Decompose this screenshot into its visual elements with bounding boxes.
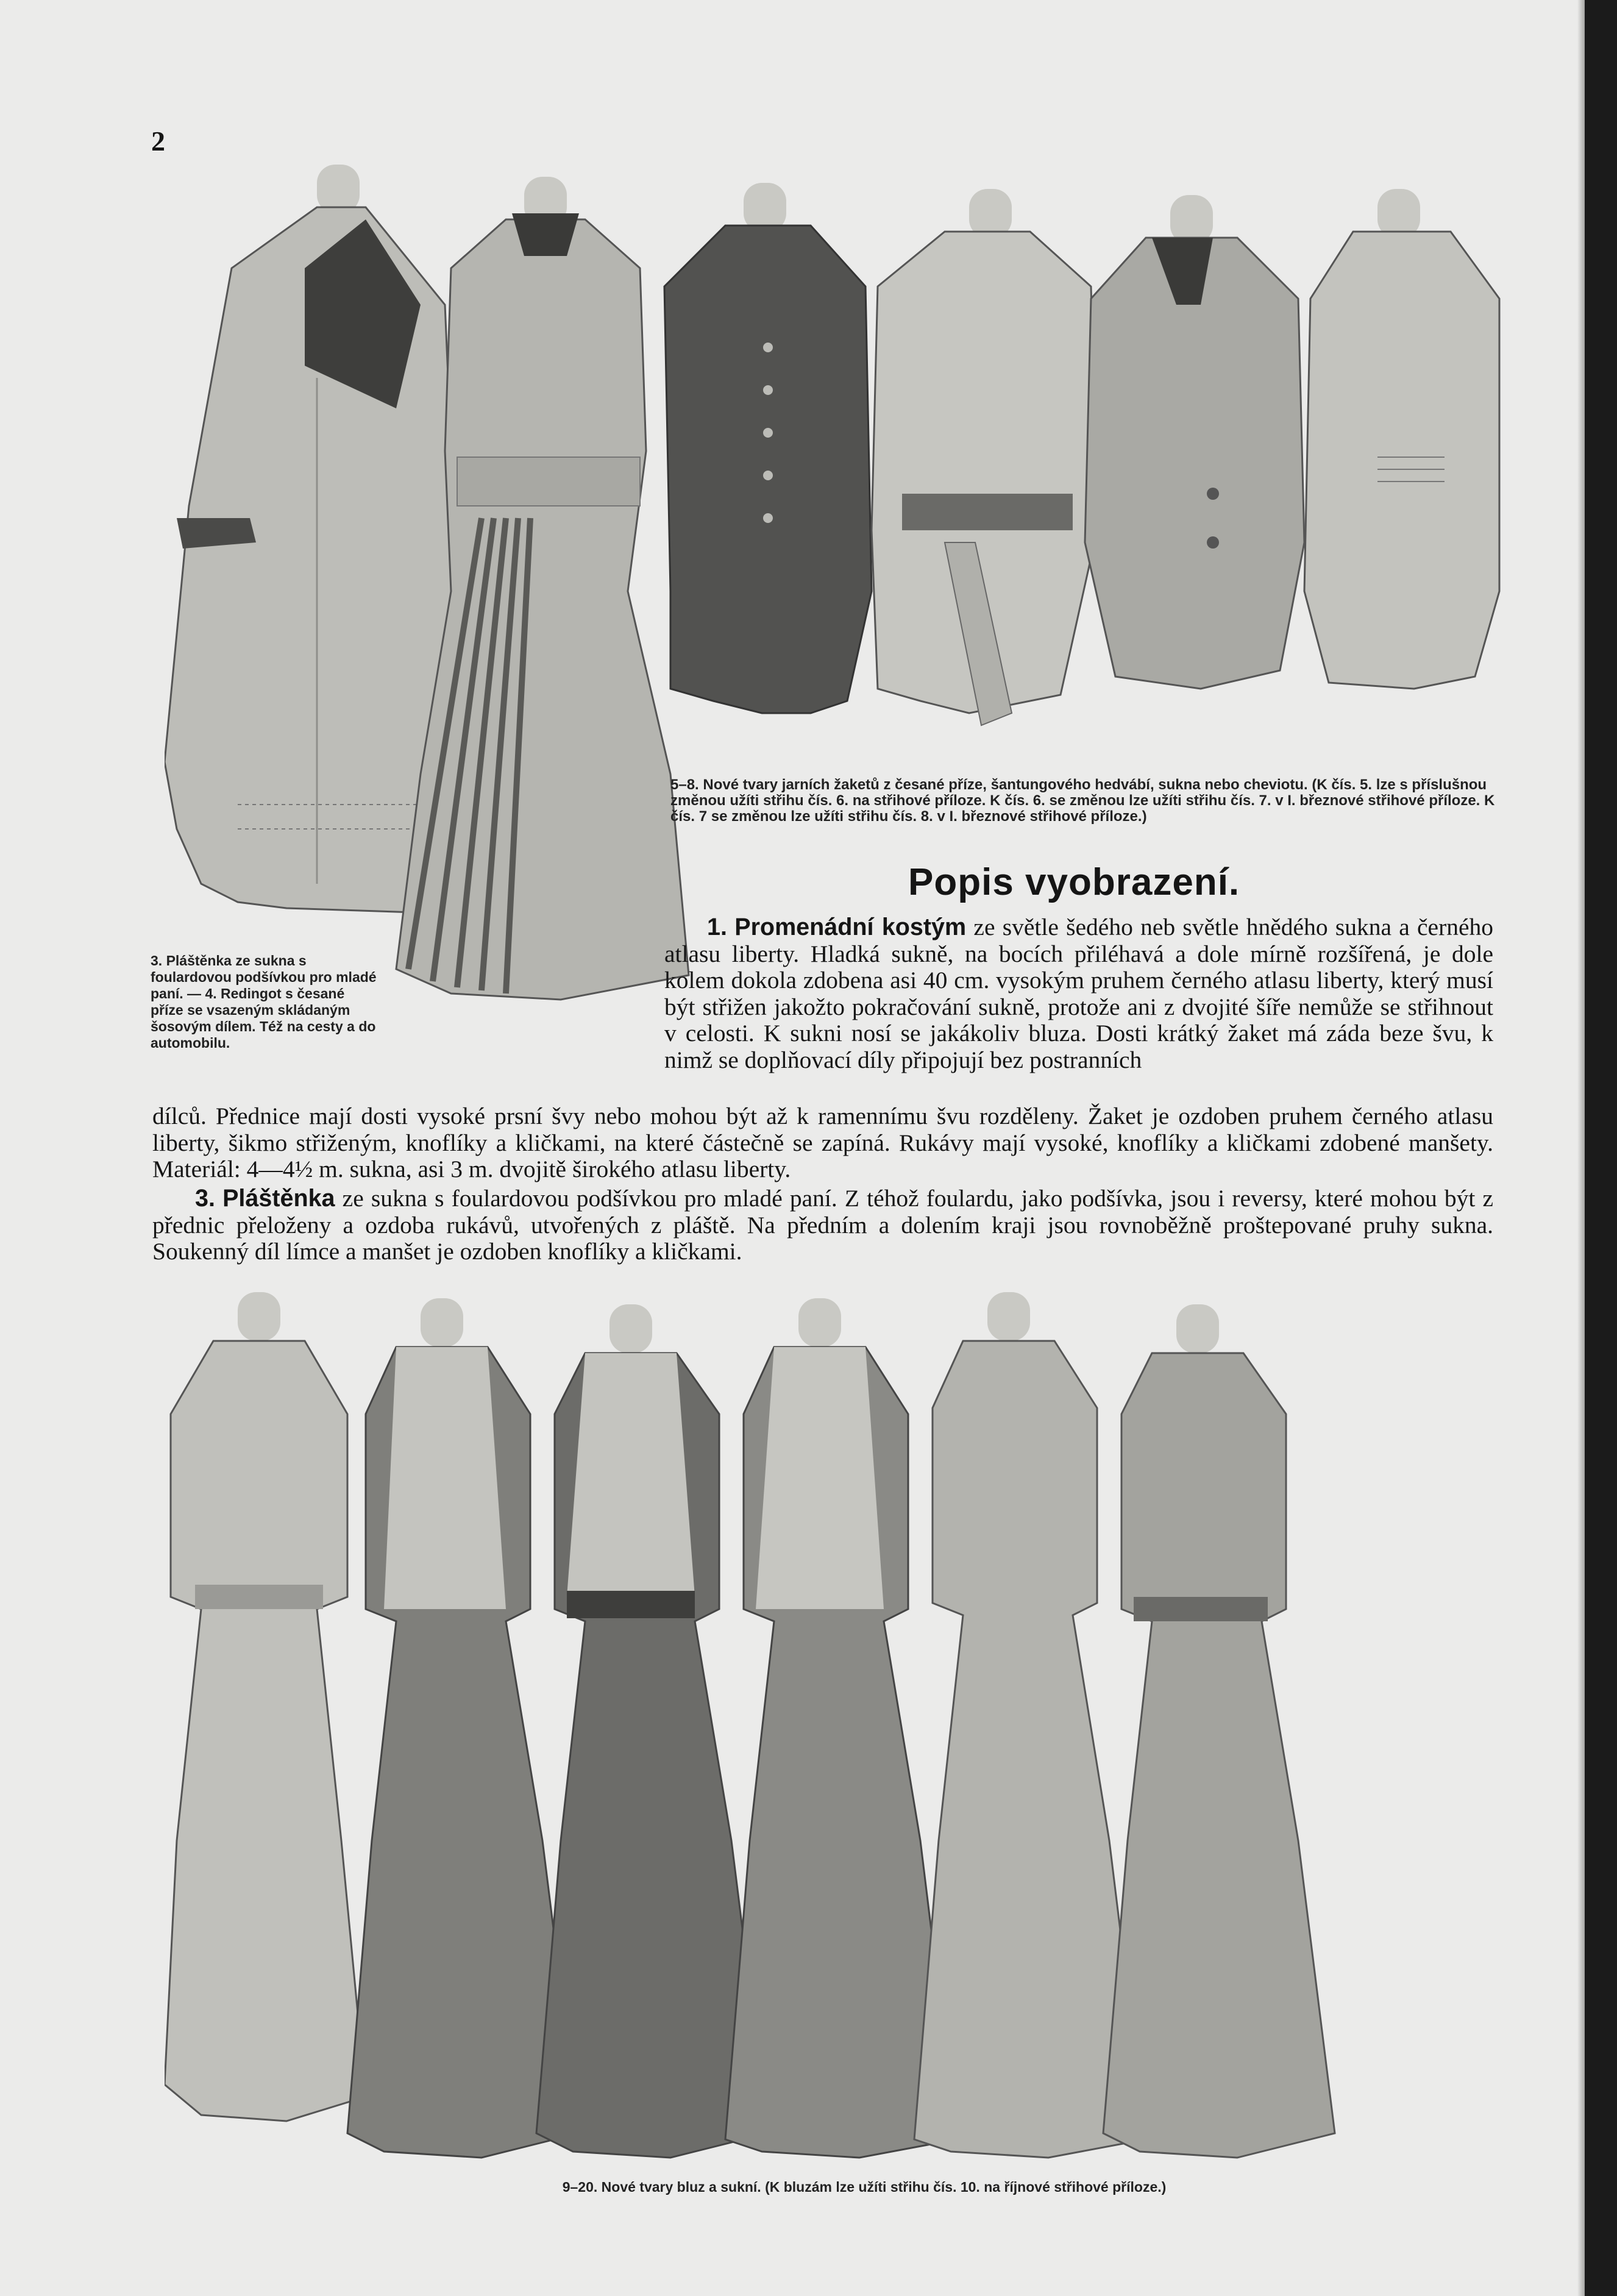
item-3-title: Pláštěnka [222,1185,335,1212]
description-item-1-continued: dílců. Přednice mají dosti vysoké prsní švy nebo mohou být až k ramennímu švu rozděleny. Žaket je ozdoben pruhem černého atlasu liberty, šikmo střiženým, knoflíky a kličkami, na které částečně se zapíná. Rukávy mají vysoké, knoflíky a kličkami zdobené manšety. Materiál: 4—4½ m. sukna, asi 3 m. dvojitě širokého atlasu liberty. [152,1103,1493,1182]
section-heading: Popis vyobrazení. [908,861,1240,903]
description-item-1 [664,914,1493,1073]
figure-jacket-back [1304,189,1499,689]
caption-figures-9-20: 9–20. Nové tvary bluz a sukní. (K bluzám lze užíti střihu čís. 10. na říjnové střihové příloze.) [562,2179,1167,2195]
item-1-text-a: ze světle šedého neb světle hnědého sukna a černého atlasu liberty. Hladká sukně, na bocích přiléhavá a dole mírně rozšířená, je dole kolem dokola zdobena asi 40 cm. vysokým pruhem černého atlasu liberty, který musí být střižen jakožto pokračování sukně, protože ani z dvojité šíře nemůže se střihnout v celosti. K sukni nosí se jakákoliv bluza. Dosti krátký žaket má záda beze švu, k nimž se doplňovací díly připojují bez postranních [664,914,1494,1073]
caption-figures-5-8: 5–8. Nové tvary jarních žaketů z česané příze, šantungového hedvábí, sukna nebo cheviotu. (K čís. 5. lze s příslušnou změnou užíti střihu čís. 6. na střihové příloze. K čís. 6. se změnou lze užíti střihu čís. 7. v I. březnové střihové příloze. K čís. 7 se změnou lze užíti střihu čís. 8. v I. březnové střihové příloze.) [670,777,1495,825]
item-1-number: 1. [707,914,727,940]
figure-dress-3 [536,1304,768,2158]
description-item-3 [152,1185,1493,1265]
item-3-text: ze sukna s foulardovou podšívkou pro mladé paní. Z téhož foulardu, jako podšívka, jsou i reversy, které mohou být z přednic přeloženy a ozdoba rukávů, utvořených z pláště. Na předním a dolením kraji jsou rovnoběžně proštepované pruhy sukna. Soukenný díl límce a manšet je ozdoben knoflíky a kličkami. [152,1185,1494,1265]
item-3-number: 3. [195,1185,215,1212]
figure-tailored-jacket [1085,195,1304,689]
figure-wrap-jacket [872,189,1097,725]
figure-dress-4 [725,1298,957,2158]
figure-dark-jacket [664,183,872,713]
figure-dress-6 [1103,1304,1335,2158]
caption-figures-3-4: 3. Pláštěnka ze sukna s foulardovou podšívkou pro mladé paní. — 4. Redingot s česané příze se vsazeným skládaným šosovým dílem. Též na cesty a do automobilu. [151,953,377,1051]
illustration-coats-and-jackets [165,165,1505,1006]
book-spine [1585,0,1617,2296]
illustration-blouses-and-skirts [165,1292,1505,2170]
item-1-title: Promenádní kostým [734,914,967,940]
page-number: 2 [151,126,165,157]
figure-dress-1 [165,1292,366,2121]
